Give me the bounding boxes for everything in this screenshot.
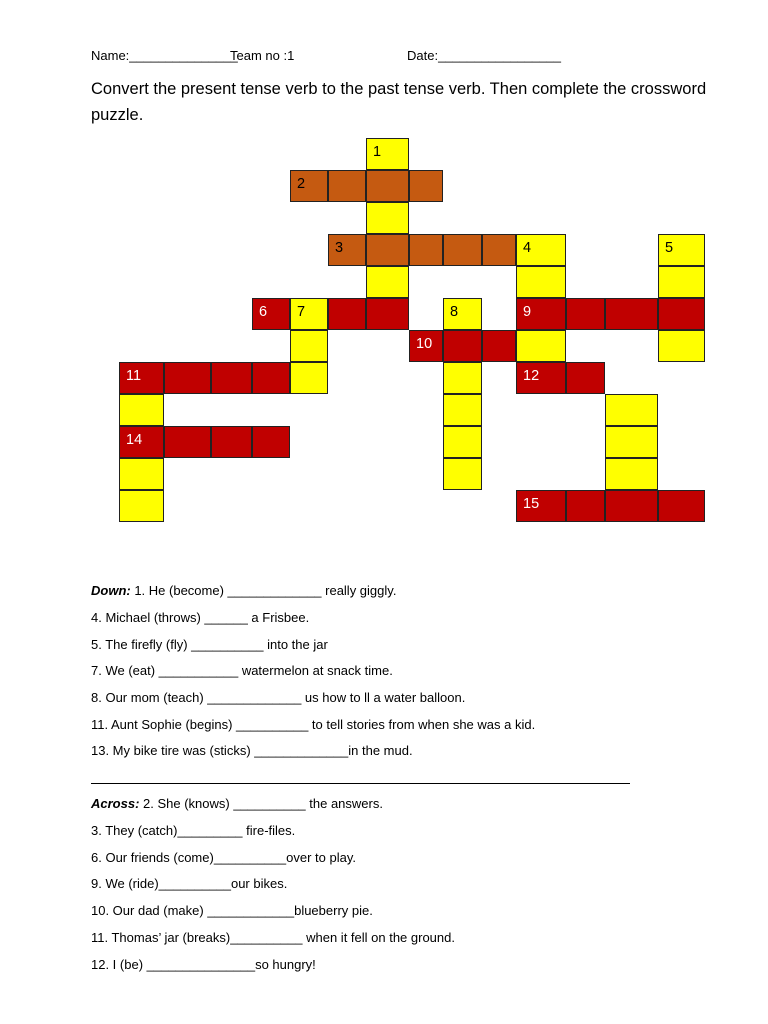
across-clue-10: 10. Our dad (make) ____________blueberry pie. (91, 903, 373, 918)
clue-number-1: 1 (373, 144, 382, 160)
clue-number-4: 4 (523, 240, 532, 256)
crossword-cell[interactable] (443, 330, 482, 362)
crossword-cell[interactable] (605, 490, 658, 522)
across-clue-11: 11. Thomas’ jar (breaks)__________ when it fell on the ground. (91, 930, 455, 945)
crossword-cell[interactable] (566, 298, 605, 330)
crossword-cell[interactable] (328, 234, 366, 266)
crossword-cell[interactable] (443, 298, 482, 330)
crossword-cell[interactable] (366, 234, 409, 266)
crossword-cell[interactable] (409, 170, 443, 202)
crossword-cell[interactable] (443, 234, 482, 266)
date-field[interactable]: Date:_________________ (407, 48, 561, 63)
clue-number-10: 10 (416, 336, 433, 352)
clue-number-7: 7 (297, 304, 306, 320)
across-clue-3: 3. They (catch)_________ fire-files. (91, 823, 296, 838)
crossword-cell[interactable] (366, 298, 409, 330)
crossword-cell[interactable] (443, 394, 482, 426)
team-label: Team no :1 (230, 48, 295, 63)
crossword-cell[interactable] (164, 362, 211, 394)
down-clue-13: 13. My bike tire was (sticks) _____________in the mud. (91, 743, 413, 758)
across-clue-12: 12. I (be) _______________so hungry! (91, 957, 316, 972)
divider (91, 783, 630, 784)
crossword-cell[interactable] (290, 298, 328, 330)
clue-number-3: 3 (335, 240, 344, 256)
crossword-cell[interactable] (328, 298, 366, 330)
crossword-cell[interactable] (366, 170, 409, 202)
clue-number-9: 9 (523, 304, 532, 320)
across-clue-9: 9. We (ride)__________our bikes. (91, 876, 288, 891)
crossword-cell[interactable] (443, 426, 482, 458)
down-clue-4: 4. Michael (throws) ______ a Frisbee. (91, 610, 310, 625)
crossword-cell[interactable] (658, 330, 705, 362)
crossword-cell[interactable] (252, 426, 290, 458)
crossword-cell[interactable] (516, 266, 566, 298)
down-clue-11: 11. Aunt Sophie (begins) __________ to tell stories from when she was a kid. (91, 717, 536, 732)
across-clue-6: 6. Our friends (come)__________over to play. (91, 850, 356, 865)
crossword-cell[interactable] (119, 394, 164, 426)
crossword-cell[interactable] (566, 490, 605, 522)
crossword-cell[interactable] (482, 234, 516, 266)
crossword-cell[interactable] (290, 362, 328, 394)
clue-number-11: 11 (126, 368, 142, 384)
crossword-cell[interactable] (605, 458, 658, 490)
crossword-cell[interactable] (211, 426, 252, 458)
crossword-cell[interactable] (164, 426, 211, 458)
name-field[interactable]: Name:_______________ (91, 48, 238, 63)
clue-number-13: 13 (612, 368, 629, 384)
crossword-cell[interactable] (366, 266, 409, 298)
crossword-cell[interactable] (516, 330, 566, 362)
crossword-cell[interactable] (290, 330, 328, 362)
crossword-cell[interactable] (605, 394, 658, 426)
down-clue-8: 8. Our mom (teach) _____________ us how to ll a water balloon. (91, 690, 466, 705)
crossword-cell[interactable] (409, 234, 443, 266)
down-heading: Down: (91, 583, 131, 598)
crossword-cell[interactable] (658, 490, 705, 522)
across-heading: Across: (91, 796, 140, 811)
crossword-cell[interactable] (482, 330, 516, 362)
clue-number-15: 15 (523, 496, 540, 512)
clue-number-5: 5 (665, 240, 674, 256)
crossword-cell[interactable] (605, 426, 658, 458)
clue-number-12: 12 (523, 368, 540, 384)
across-clue-2: Across: 2. She (knows) __________ the answers. (91, 796, 383, 811)
down-clue-7: 7. We (eat) ___________ watermelon at snack time. (91, 663, 393, 678)
down-clue-1: Down: 1. He (become) _____________ really giggly. (91, 583, 397, 598)
crossword-cell[interactable] (443, 362, 482, 394)
clue-number-2: 2 (297, 176, 306, 192)
crossword-cell[interactable] (605, 298, 658, 330)
instructions: Convert the present tense verb to the past tense verb. Then complete the crossword puzzle. (91, 80, 707, 124)
crossword-cell[interactable] (658, 266, 705, 298)
crossword-cell[interactable] (566, 362, 605, 394)
crossword-cell[interactable] (290, 170, 328, 202)
crossword-cell[interactable] (211, 362, 252, 394)
crossword-cell[interactable] (119, 490, 164, 522)
crossword-cell[interactable] (252, 298, 290, 330)
crossword-cell[interactable] (119, 458, 164, 490)
crossword-cell[interactable] (658, 298, 705, 330)
clue-number-6: 6 (259, 304, 268, 320)
down-clue-5: 5. The firefly (fly) __________ into the jar (91, 637, 328, 652)
crossword-cell[interactable] (366, 202, 409, 234)
crossword-cell[interactable] (252, 362, 290, 394)
crossword-cell[interactable] (443, 458, 482, 490)
clue-number-14: 14 (126, 432, 143, 448)
crossword-cell[interactable] (328, 170, 366, 202)
clue-number-8: 8 (450, 304, 459, 320)
